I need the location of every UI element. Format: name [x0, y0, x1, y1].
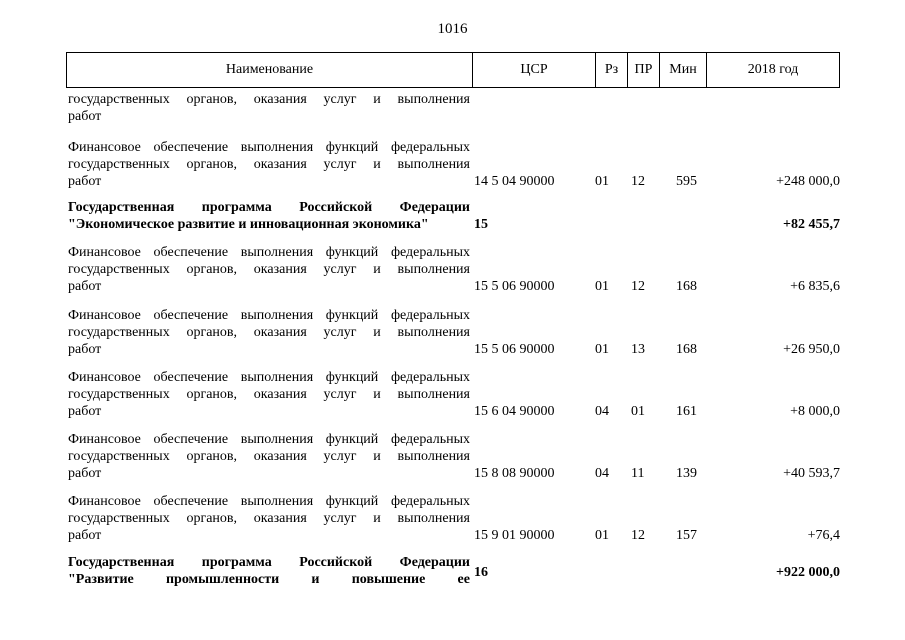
page-number: 1016: [437, 21, 468, 37]
row-pr: 11: [631, 466, 645, 481]
header-name: Наименование: [67, 53, 473, 87]
row-amount: +248 000,0: [776, 174, 840, 189]
header-pr: ПР: [628, 53, 660, 87]
row-amount: +6 835,6: [790, 279, 840, 294]
table-header: [66, 52, 840, 88]
row-rz: 04: [595, 404, 609, 419]
continued-fragment: [68, 91, 470, 125]
fragment-line: государственных органов, оказания услуг и выполнения: [68, 92, 470, 107]
row-name-line: работ: [68, 174, 102, 189]
row-pr: 12: [631, 174, 645, 189]
row-name: [68, 199, 470, 233]
row-name-line: Государственная программа Российской Федерации: [68, 555, 470, 570]
row-name-line: государственных органов, оказания услуг и выполнения: [68, 387, 470, 402]
row-min: 157: [676, 528, 697, 543]
row-min: 168: [676, 279, 697, 294]
row-rz: 01: [595, 528, 609, 543]
row-name: [68, 307, 470, 358]
row-name-line: Государственная программа Российской Федерации: [68, 200, 470, 215]
row-rz: 01: [595, 174, 609, 189]
row-pr: 13: [631, 342, 645, 357]
row-amount: +82 455,7: [783, 217, 840, 232]
row-rz: 01: [595, 342, 609, 357]
row-amount: +76,4: [807, 528, 840, 543]
row-name-line: Финансовое обеспечение выполнения функций федеральных: [68, 140, 470, 155]
row-amount: +40 593,7: [783, 466, 840, 481]
row-csr: 14 5 04 90000: [474, 174, 555, 189]
row-pr: 12: [631, 279, 645, 294]
row-pr: 12: [631, 528, 645, 543]
row-amount: +26 950,0: [783, 342, 840, 357]
row-min: 161: [676, 404, 697, 419]
row-min: 595: [676, 174, 697, 189]
row-name-line: государственных органов, оказания услуг и выполнения: [68, 449, 470, 464]
row-rz: 04: [595, 466, 609, 481]
row-min: 168: [676, 342, 697, 357]
row-name-line: работ: [68, 342, 102, 357]
row-name: [68, 244, 470, 295]
row-amount: +8 000,0: [790, 404, 840, 419]
row-name-line: работ: [68, 279, 102, 294]
row-csr: 15 5 06 90000: [474, 342, 555, 357]
row-name-line: государственных органов, оказания услуг и выполнения: [68, 325, 470, 340]
row-name-line: "Развитие промышленности и повышение ее: [68, 572, 470, 587]
row-name: [68, 139, 470, 190]
row-name-line: Финансовое обеспечение выполнения функций федеральных: [68, 370, 470, 385]
row-rz: 01: [595, 279, 609, 294]
row-csr: 16: [474, 565, 488, 580]
row-name: [68, 369, 470, 420]
row-min: 139: [676, 466, 697, 481]
row-csr: 15 5 06 90000: [474, 279, 555, 294]
row-name: [68, 431, 470, 482]
row-name: [68, 493, 470, 544]
row-csr: 15 6 04 90000: [474, 404, 555, 419]
row-csr: 15 8 08 90000: [474, 466, 555, 481]
header-csr: ЦСР: [473, 53, 596, 87]
fragment-line: работ: [68, 109, 102, 124]
row-name-line: государственных органов, оказания услуг и выполнения: [68, 262, 470, 277]
row-name-line: "Экономическое развитие и инновационная экономика": [68, 217, 429, 232]
row-pr: 01: [631, 404, 645, 419]
row-name-line: работ: [68, 404, 102, 419]
row-csr: 15 9 01 90000: [474, 528, 555, 543]
row-csr: 15: [474, 217, 488, 232]
row-name-line: Финансовое обеспечение выполнения функций федеральных: [68, 245, 470, 260]
row-name-line: государственных органов, оказания услуг и выполнения: [68, 157, 470, 172]
row-name-line: работ: [68, 528, 102, 543]
header-min: Мин: [660, 53, 707, 87]
row-name-line: государственных органов, оказания услуг и выполнения: [68, 511, 470, 526]
header-rz: Рз: [596, 53, 628, 87]
row-name-line: Финансовое обеспечение выполнения функций федеральных: [68, 432, 470, 447]
row-amount: +922 000,0: [776, 565, 840, 580]
row-name: [68, 554, 470, 588]
row-name-line: работ: [68, 466, 102, 481]
row-name-line: Финансовое обеспечение выполнения функций федеральных: [68, 494, 470, 509]
header-year: 2018 год: [747, 62, 799, 77]
row-name-line: Финансовое обеспечение выполнения функций федеральных: [68, 308, 470, 323]
